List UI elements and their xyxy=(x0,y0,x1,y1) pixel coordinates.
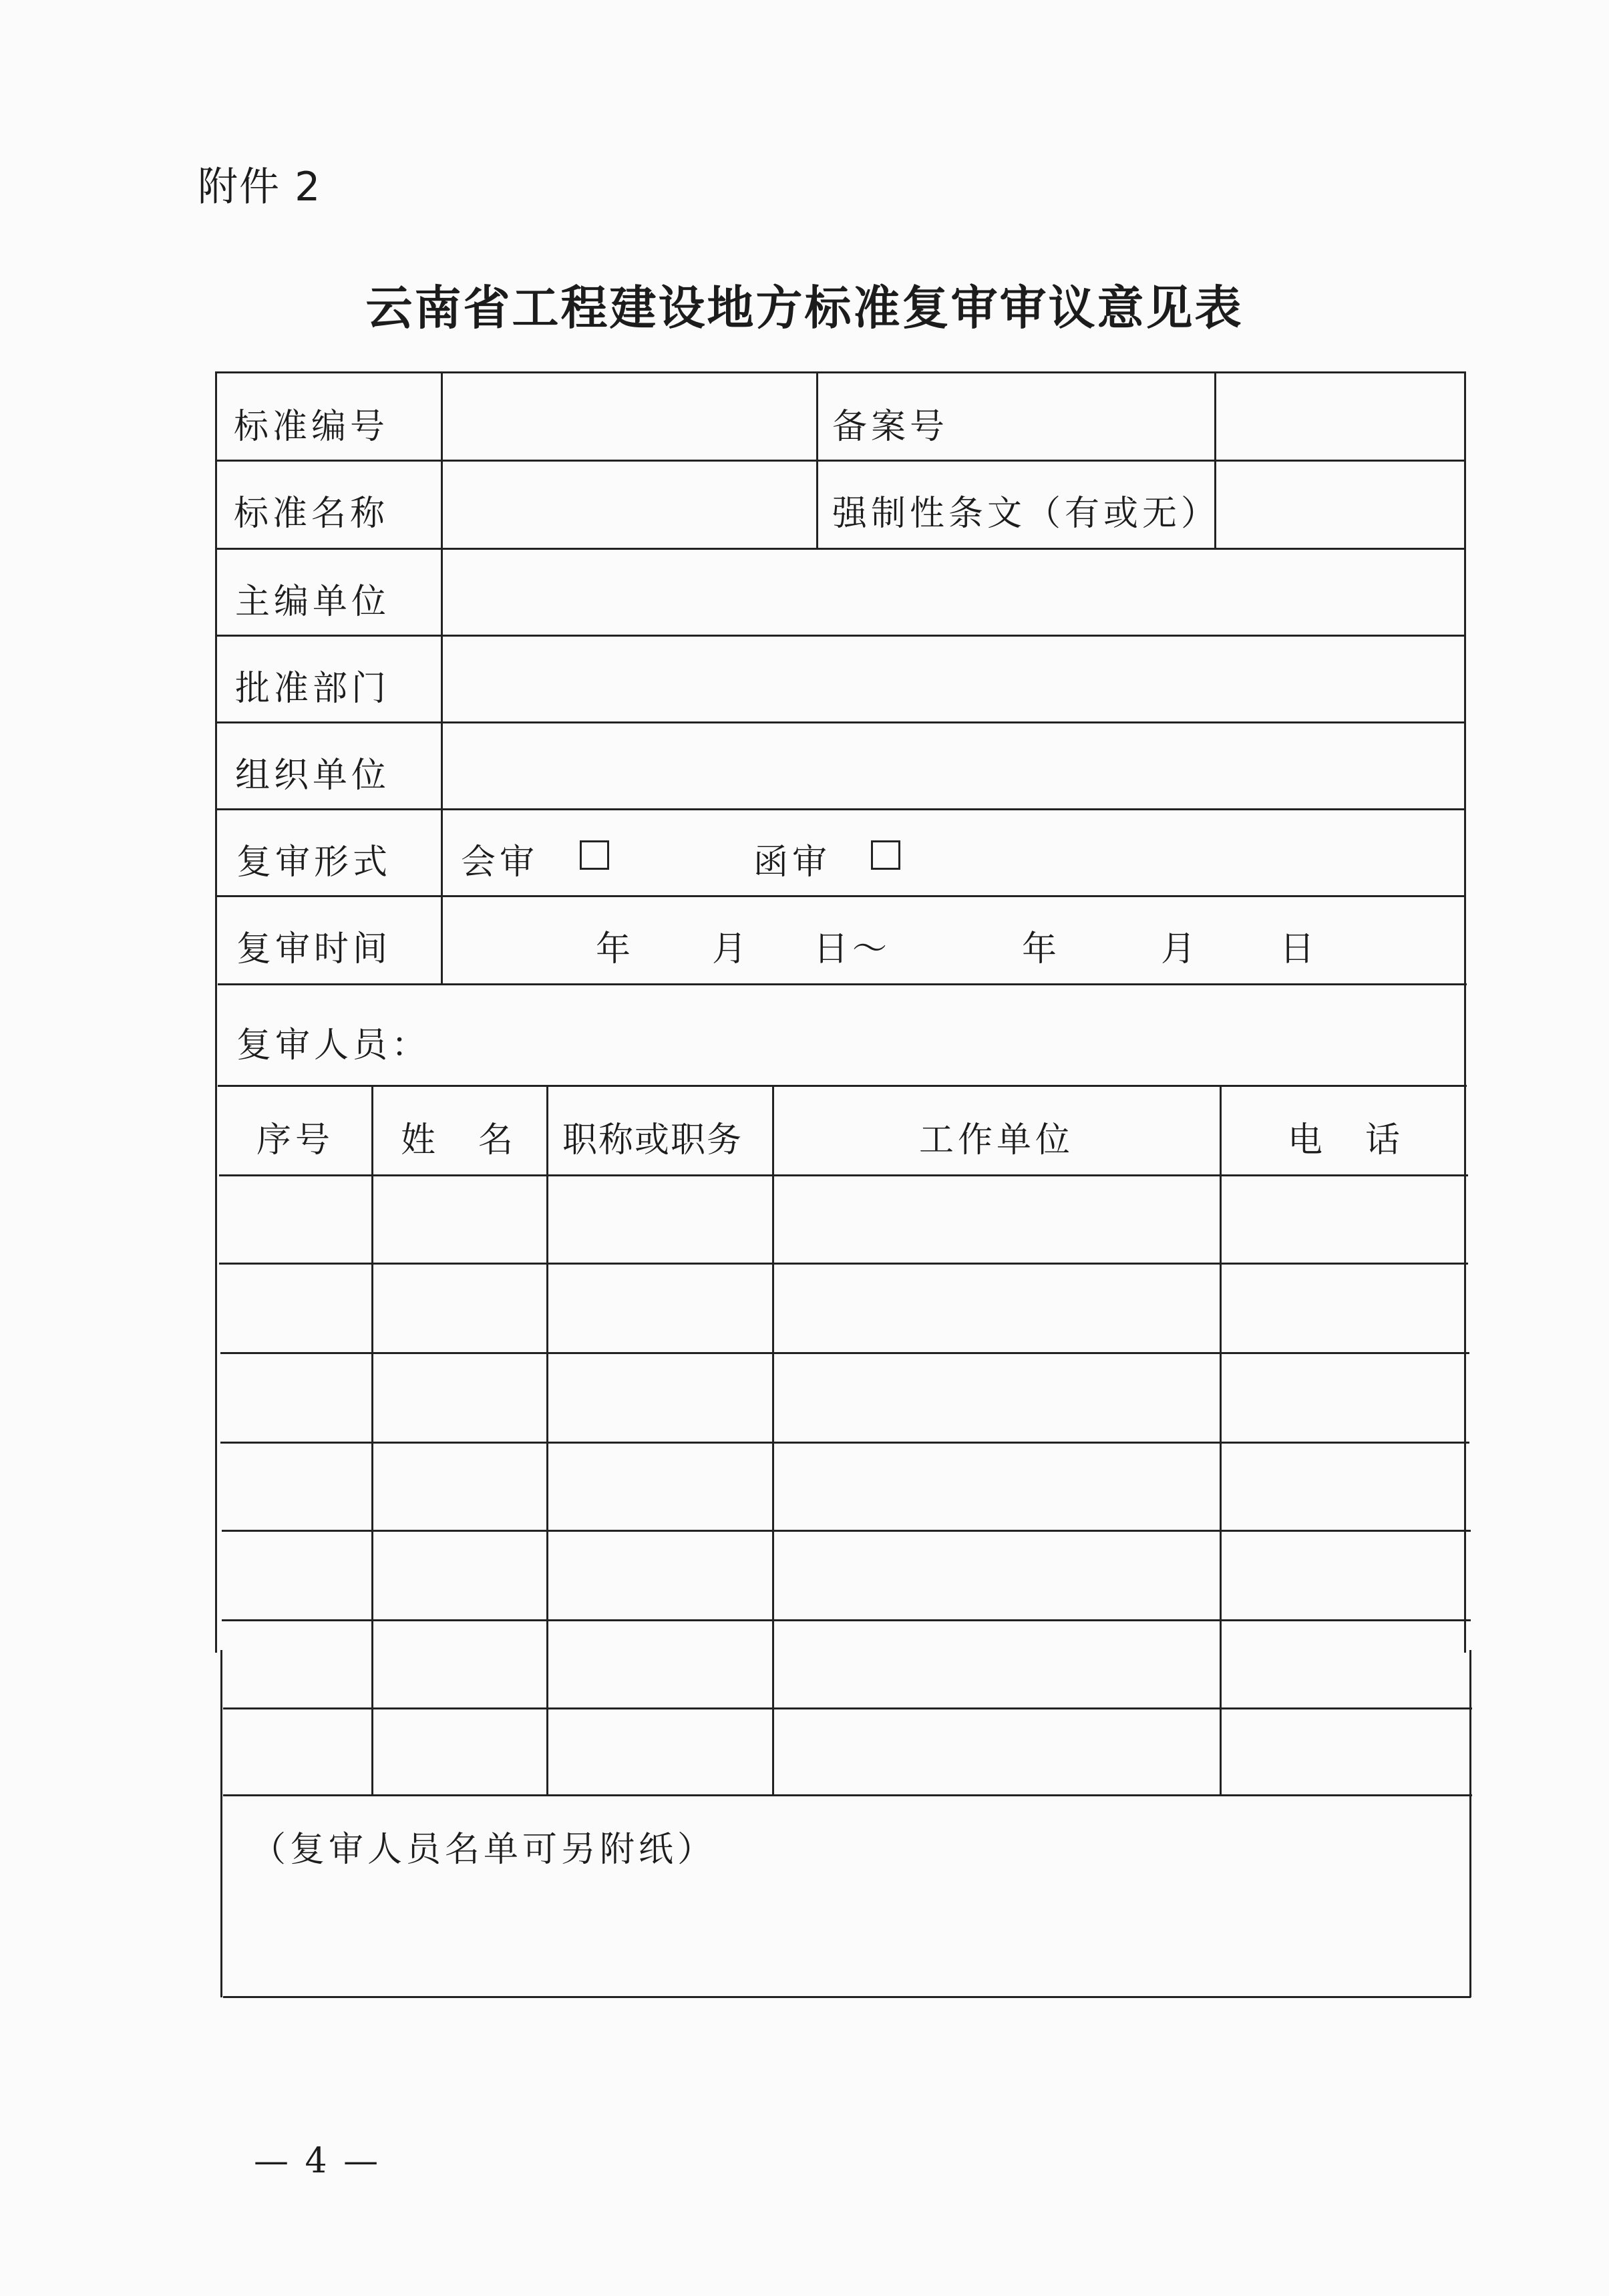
page-number: — 4 — xyxy=(254,2141,381,2181)
review-time-label: 复审时间 xyxy=(236,929,392,969)
col-seq-header: 序号 xyxy=(256,1120,335,1160)
meeting-checkbox[interactable] xyxy=(580,840,609,870)
filing-number-label: 备案号 xyxy=(832,407,949,447)
date-day-start: 日～ xyxy=(814,929,892,969)
col-work-unit-header: 工作单位 xyxy=(919,1120,1075,1160)
date-day-end: 日 xyxy=(1280,929,1319,969)
date-month-end: 月 xyxy=(1161,929,1200,969)
form-title: 云南省工程建设地方标准复审审议意见表 xyxy=(365,281,1244,335)
mandatory-clause-label: 强制性条文（有或无） xyxy=(832,494,1220,534)
date-month-start: 月 xyxy=(712,929,751,969)
attachment-label: 附件 2 xyxy=(198,164,322,210)
approval-dept-label: 批准部门 xyxy=(235,669,391,709)
option-letter-label: 函审 xyxy=(753,842,832,882)
chief-editor-label: 主编单位 xyxy=(235,582,391,622)
date-year-end: 年 xyxy=(1022,929,1061,969)
review-form-label: 复审形式 xyxy=(236,842,392,882)
letter-checkbox[interactable] xyxy=(871,840,900,870)
standard-number-label: 标准编号 xyxy=(234,407,389,447)
attachment-note: （复审人员名单可另附纸） xyxy=(251,1830,717,1870)
col-title-header: 职称或职务 xyxy=(562,1120,743,1160)
option-meeting-label: 会审 xyxy=(461,842,539,882)
standard-name-label: 标准名称 xyxy=(234,494,389,534)
col-phone-header: 电 话 xyxy=(1288,1120,1405,1160)
date-year-start: 年 xyxy=(596,929,635,969)
reviewers-label: 复审人员： xyxy=(236,1025,431,1065)
organizer-label: 组织单位 xyxy=(235,756,391,796)
col-name-header: 姓 名 xyxy=(401,1120,518,1160)
